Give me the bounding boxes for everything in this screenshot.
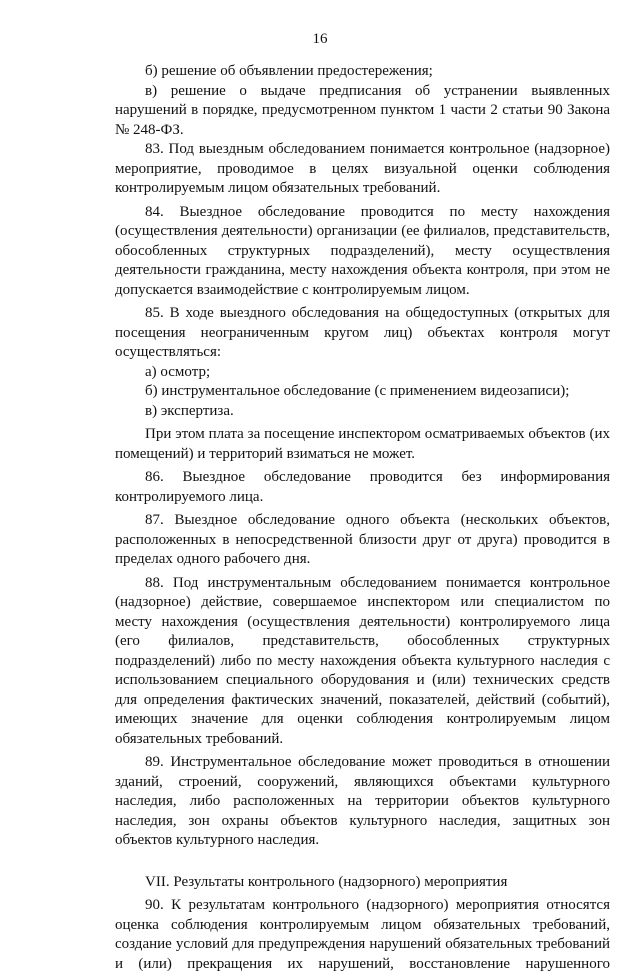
paragraph-decision-warning: б) решение об объявлении предостережения; <box>145 63 433 79</box>
paragraph-expertise: в) экспертиза. <box>145 402 234 419</box>
section-heading: VII. Результаты контрольного (надзорного) мероприятия <box>145 873 508 890</box>
paragraph-90: 90. К результатам контрольного (надзорного) мероприятия относятся оценка соблюдения контролируемым лицом обязательных требований, создание условий для предупреждения нарушений обязательных требований и (или) прекращения их нарушений, восстановление нарушенного <box>115 897 610 972</box>
document-body <box>115 62 610 974</box>
paragraph-85: 85. В ходе выездного обследования на общедоступных (открытых для посещения неограниченным кругом лиц) объектах контроля могут осуществляться: <box>115 305 610 360</box>
page-number: 16 <box>312 31 328 47</box>
paragraph-fee: При этом плата за посещение инспектором осматриваемых объектов (их помещений) и территорий взиматься не может. <box>115 426 610 462</box>
paragraph-88: 88. Под инструментальным обследованием понимается контрольное (надзорное) действие, совершаемое инспектором или специалистом по месту нахождения (осуществления деятельности) контролируемого лица (его филиалов, представительств, обособленных структурных подразделений) либо по месту нахождения объекта культурного наследия с использованием специального оборудования и (или) технических средств для определения фактических значений, показателей, действий (событий), имеющих значение для оценки соблюдения контролируемым лицом обязательных требований. <box>115 574 610 747</box>
paragraph-89: 89. Инструментальное обследование может проводиться в отношении зданий, строений, сооружений, являющихся объектами культурного наследия, либо расположенных на территории объектов культурного наследия, зон охраны объектов культурного наследия, защитных зон объектов культурного наследия. <box>115 754 610 848</box>
paragraph-instrumental: б) инструментальное обследование (с применением видеозаписи); <box>145 383 570 399</box>
paragraph-86: 86. Выездное обследование проводится без информирования контролируемого лица. <box>115 469 610 505</box>
paragraph-87: 87. Выездное обследование одного объекта (нескольких объектов, расположенных в непосредственной близости друг от друга) проводится в пределах одного рабочего дня. <box>115 512 610 567</box>
paragraph-83: 83. Под выездным обследованием понимается контрольное (надзорное) мероприятие, проводимое в целях визуальной оценки соблюдения контролируемым лицом обязательных требований. <box>115 141 610 196</box>
paragraph-84: 84. Выездное обследование проводится по месту нахождения (осуществления деятельности) организации (ее филиалов, представительств, обособленных структурных подразделений), месту осуществления деятельности гражданина, месту нахождения объекта контроля, при этом не допускается взаимодействие с контролируемым лицом. <box>115 203 610 298</box>
paragraph-decision-order: в) решение о выдаче предписания об устранении выявленных нарушений в порядке, предусмотренном пунктом 1 части 2 статьи 90 Закона № 248-ФЗ. <box>115 82 610 138</box>
paragraph-inspection: а) осмотр; <box>145 363 211 380</box>
